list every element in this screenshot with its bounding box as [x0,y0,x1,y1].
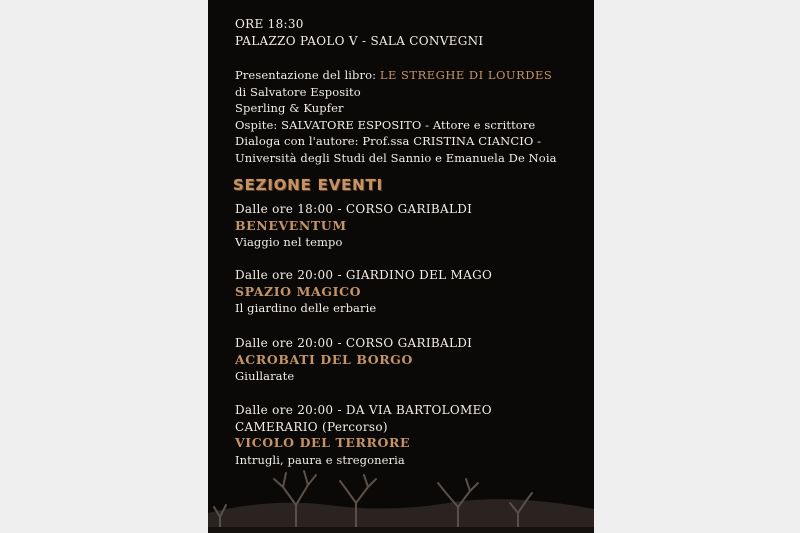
event-when-continued: CAMERARIO (Percorso) [235,419,388,434]
event-name: VICOLO DEL TERRORE [235,435,411,450]
dialogue-line: Dialoga con l'autore: Prof.ssa CRISTINA CIANCIO - [235,134,542,148]
presentation-line [235,67,557,84]
author-line: di Salvatore Esposito [235,84,361,99]
intro-venue: PALAZZO PAOLO V - SALA CONVEGNI [235,33,484,48]
event-desc: Giullarate [235,369,295,383]
intro-block [235,16,483,49]
event-desc: Il giardino delle erbarie [235,301,377,315]
presentation-prefix: Presentazione del libro: [235,68,380,82]
bottom-strip [208,527,594,533]
event-item [235,267,492,317]
publisher: Sperling & Kupfer [235,101,344,115]
event-name: BENEVENTUM [235,217,347,233]
guest-line: Ospite: SALVATORE ESPOSITO - Attore e scrittore [235,117,536,132]
event-when: Dalle ore 20:00 - CORSO GARIBALDI [235,336,473,350]
university-line: Università degli Studi del Sannio e Emanuela De Noia [235,150,557,165]
poster [208,0,594,533]
book-presentation [235,67,557,166]
bare-trees-illustration [208,443,594,533]
event-when: Dalle ore 18:00 - CORSO GARIBALDI [235,202,473,216]
event-desc: Viaggio nel tempo [235,235,343,249]
event-item [235,335,472,385]
event-name: ACROBATI DEL BORGO [235,351,413,367]
event-desc: Intrugli, paura e stregoneria [235,452,405,467]
event-when: Dalle ore 20:00 - DA VIA BARTOLOMEO [235,403,492,417]
event-when: Dalle ore 20:00 - GIARDINO DEL MAGO [235,268,493,282]
book-title: LE STREGHE DI LOURDES [379,68,553,82]
event-name: SPAZIO MAGICO [235,283,362,299]
intro-time: ORE 18:30 [235,17,304,31]
event-item [235,201,472,251]
section-title: SEZIONE EVENTI [233,176,383,194]
